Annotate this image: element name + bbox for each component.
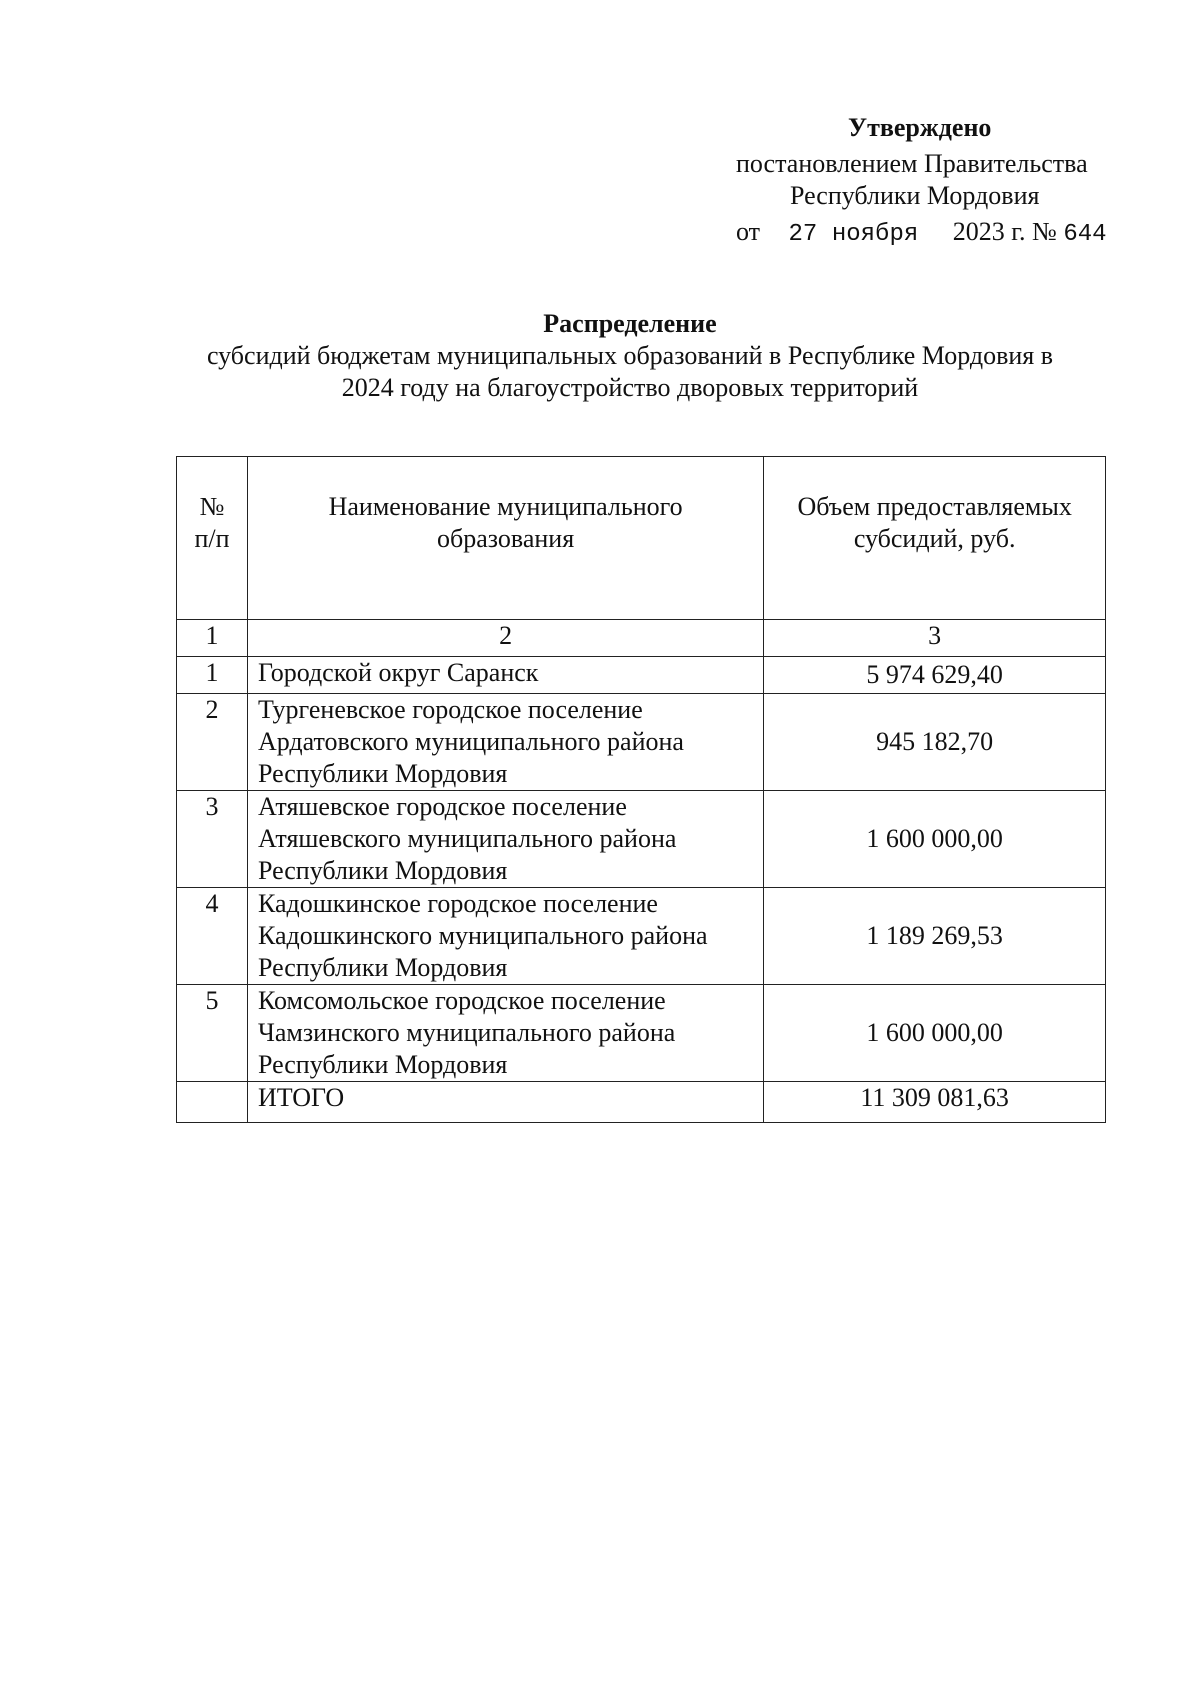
date-prefix: от bbox=[736, 217, 761, 246]
column-number-2: 2 bbox=[247, 620, 763, 657]
municipality-name-line: Кадошкинское городское поселение bbox=[257, 889, 658, 918]
table-row bbox=[177, 985, 1106, 1082]
table-row bbox=[177, 791, 1106, 888]
municipality-name bbox=[247, 657, 763, 694]
table-row bbox=[177, 657, 1106, 694]
total-row-number bbox=[177, 1082, 248, 1123]
header-amount: Объем предоставляемых субсидий, руб. bbox=[764, 457, 1106, 620]
municipality-name-line: Тургеневское городское поселение bbox=[257, 695, 643, 724]
row-number: 1 bbox=[177, 657, 248, 694]
municipality-name-line: Республики Мордовия bbox=[257, 759, 508, 788]
document-subtitle-line-1: субсидий бюджетам муниципальных образований в Республике Мордовия в bbox=[206, 341, 1054, 370]
municipality-name-line: Атяшевского муниципального района bbox=[257, 824, 677, 853]
municipality-name bbox=[247, 985, 763, 1082]
column-number-1: 1 bbox=[177, 620, 248, 657]
municipality-name-line: Комсомольское городское поселение bbox=[257, 986, 666, 1015]
municipality-name bbox=[247, 791, 763, 888]
subsidy-table bbox=[176, 456, 1106, 1123]
document-number: 644 bbox=[1063, 221, 1107, 248]
total-label: ИТОГО bbox=[247, 1082, 763, 1123]
document-heading bbox=[140, 308, 1120, 404]
municipality-name-line: Республики Мордовия bbox=[257, 856, 508, 885]
table-row bbox=[177, 888, 1106, 985]
table-row bbox=[177, 694, 1106, 791]
municipality-name-line: Республики Мордовия bbox=[257, 953, 508, 982]
table-header-row bbox=[177, 457, 1106, 620]
row-number: 3 bbox=[177, 791, 248, 888]
municipality-name-line: Республики Мордовия bbox=[257, 1050, 508, 1079]
municipality-name-line: Атяшевское городское поселение bbox=[257, 792, 627, 821]
municipality-name-line: Кадошкинского муниципального района bbox=[257, 921, 708, 950]
approval-line-1: постановлением Правительства bbox=[736, 149, 1088, 178]
header-num: № п/п bbox=[177, 457, 248, 620]
total-row bbox=[177, 1082, 1106, 1123]
municipality-name bbox=[247, 694, 763, 791]
document-subtitle-line-2: 2024 году на благоустройство дворовых территорий bbox=[341, 373, 919, 402]
municipality-name-line: Ардатовского муниципального района bbox=[257, 727, 684, 756]
row-number: 4 bbox=[177, 888, 248, 985]
municipality-name-line: Чамзинского муниципального района bbox=[257, 1018, 676, 1047]
subsidy-amount: 1 600 000,00 bbox=[764, 985, 1106, 1082]
subsidy-amount: 5 974 629,40 bbox=[764, 657, 1106, 694]
row-number: 5 bbox=[177, 985, 248, 1082]
document-title: Распределение bbox=[543, 309, 717, 338]
approval-line-2: Республики Мордовия bbox=[790, 181, 1040, 210]
approval-date-line bbox=[736, 216, 1107, 251]
header-name: Наименование муниципального образования bbox=[247, 457, 763, 620]
row-number: 2 bbox=[177, 694, 248, 791]
total-amount: 11 309 081,63 bbox=[764, 1082, 1106, 1123]
subsidy-amount: 1 600 000,00 bbox=[764, 791, 1106, 888]
approval-title: Утверждено bbox=[848, 113, 992, 142]
date-year: 2023 г. № bbox=[952, 217, 1057, 246]
date-day: 27 bbox=[788, 221, 818, 248]
municipality-name bbox=[247, 888, 763, 985]
column-number-row bbox=[177, 620, 1106, 657]
subsidy-amount: 1 189 269,53 bbox=[764, 888, 1106, 985]
column-number-3: 3 bbox=[764, 620, 1106, 657]
municipality-name-line: Городской округ Саранск bbox=[257, 658, 539, 687]
subsidy-amount: 945 182,70 bbox=[764, 694, 1106, 791]
date-month: ноября bbox=[831, 221, 919, 248]
